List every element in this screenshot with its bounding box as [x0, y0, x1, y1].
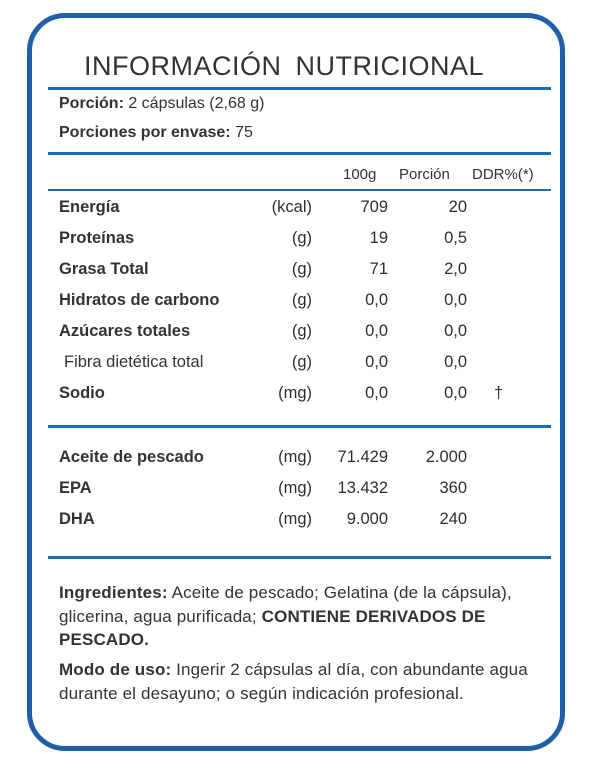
value-per-portion: 2,0 — [444, 260, 467, 278]
value-per-100g: 0,0 — [365, 291, 388, 309]
column-header-divider — [48, 189, 551, 191]
value-per-100g: 0,0 — [365, 322, 388, 340]
value-per-100g: 9.000 — [346, 510, 388, 528]
nutrient-name: Proteínas — [59, 229, 135, 247]
value-per-portion: 240 — [439, 510, 467, 528]
nutrient-unit: (g) — [291, 229, 312, 247]
value-ddr: † — [494, 384, 504, 402]
value-per-100g: 13.432 — [337, 479, 388, 497]
nutrient-unit: (mg) — [278, 510, 312, 528]
nutrient-name: Grasa Total — [59, 260, 149, 278]
value-per-100g: 71.429 — [337, 448, 388, 466]
nutrient-name: Energía — [59, 198, 120, 216]
value-per-portion: 0,0 — [444, 353, 467, 371]
nutrient-unit: (kcal) — [271, 198, 312, 216]
column-header-portion: Porción — [399, 166, 450, 183]
serving-divider — [48, 152, 551, 155]
servings-per-container — [59, 124, 253, 142]
nutrient-row — [0, 384, 598, 408]
usage-text — [59, 658, 539, 705]
nutrient-row — [0, 291, 598, 315]
nutrient-name: Aceite de pescado — [59, 448, 204, 466]
ingredients-label: Ingredientes: — [59, 583, 168, 602]
nutrient-row — [0, 198, 598, 222]
servings-per-container-value: 75 — [230, 124, 253, 141]
label-title — [84, 51, 484, 82]
nutrient-divider — [48, 425, 551, 428]
usage-instructions: Ingerir 2 cápsulas al día, con abundante agua durante el desayuno; o según indicación profesional. — [59, 660, 528, 703]
nutrient-row — [0, 260, 598, 284]
value-per-100g: 19 — [369, 229, 388, 247]
value-per-100g: 71 — [369, 260, 388, 278]
value-per-portion: 360 — [439, 479, 467, 497]
omega-row — [0, 510, 598, 534]
omega-row — [0, 448, 598, 472]
nutrient-name: Azúcares totales — [59, 322, 191, 340]
value-per-portion: 0,0 — [444, 384, 467, 402]
value-per-portion: 0,0 — [444, 291, 467, 309]
allergen-warning: CONTIENE DERIVADOS DE PESCADO. — [59, 606, 486, 649]
value-per-100g: 0,0 — [365, 384, 388, 402]
column-header-ddr: DDR%(*) — [472, 166, 534, 183]
servings-per-container-label: Porciones por envase: — [59, 124, 231, 141]
nutrient-unit: (mg) — [278, 448, 312, 466]
value-per-100g: 0,0 — [365, 353, 388, 371]
value-per-portion: 2.000 — [425, 448, 467, 466]
nutrient-name: Hidratos de carbono — [59, 291, 220, 309]
nutrient-unit: (g) — [291, 291, 312, 309]
column-header-100g: 100g — [343, 166, 377, 183]
serving-size-label: Porción: — [59, 95, 124, 112]
nutrient-row — [0, 229, 598, 253]
title-word-2: NUTRICIONAL — [295, 51, 485, 81]
nutrient-unit: (g) — [291, 260, 312, 278]
nutrient-name: Fibra dietética total — [64, 353, 204, 371]
serving-size — [59, 95, 264, 113]
nutrient-unit: (g) — [291, 322, 312, 340]
nutrient-name: DHA — [59, 510, 95, 528]
nutrient-row — [0, 353, 598, 377]
nutrient-unit: (mg) — [278, 479, 312, 497]
usage-label: Modo de uso: — [59, 660, 172, 679]
value-per-100g: 709 — [360, 198, 388, 216]
nutrient-row — [0, 322, 598, 346]
nutrient-name: Sodio — [59, 384, 105, 402]
nutrient-name: EPA — [59, 479, 92, 497]
nutrient-unit: (mg) — [278, 384, 312, 402]
omega-row — [0, 479, 598, 503]
title-divider — [48, 87, 551, 90]
nutrient-unit: (g) — [291, 353, 312, 371]
value-per-portion: 0,5 — [444, 229, 467, 247]
ingredients-list: Aceite de pescado; Gelatina (de la cápsula), glicerina, agua purificada; — [59, 583, 512, 626]
value-per-portion: 0,0 — [444, 322, 467, 340]
title-word-1: INFORMACIÓN — [84, 51, 282, 81]
value-per-portion: 20 — [448, 198, 467, 216]
ingredients-text — [59, 581, 539, 652]
serving-size-value: 2 cápsulas (2,68 g) — [123, 95, 265, 112]
omega-divider — [48, 556, 551, 559]
